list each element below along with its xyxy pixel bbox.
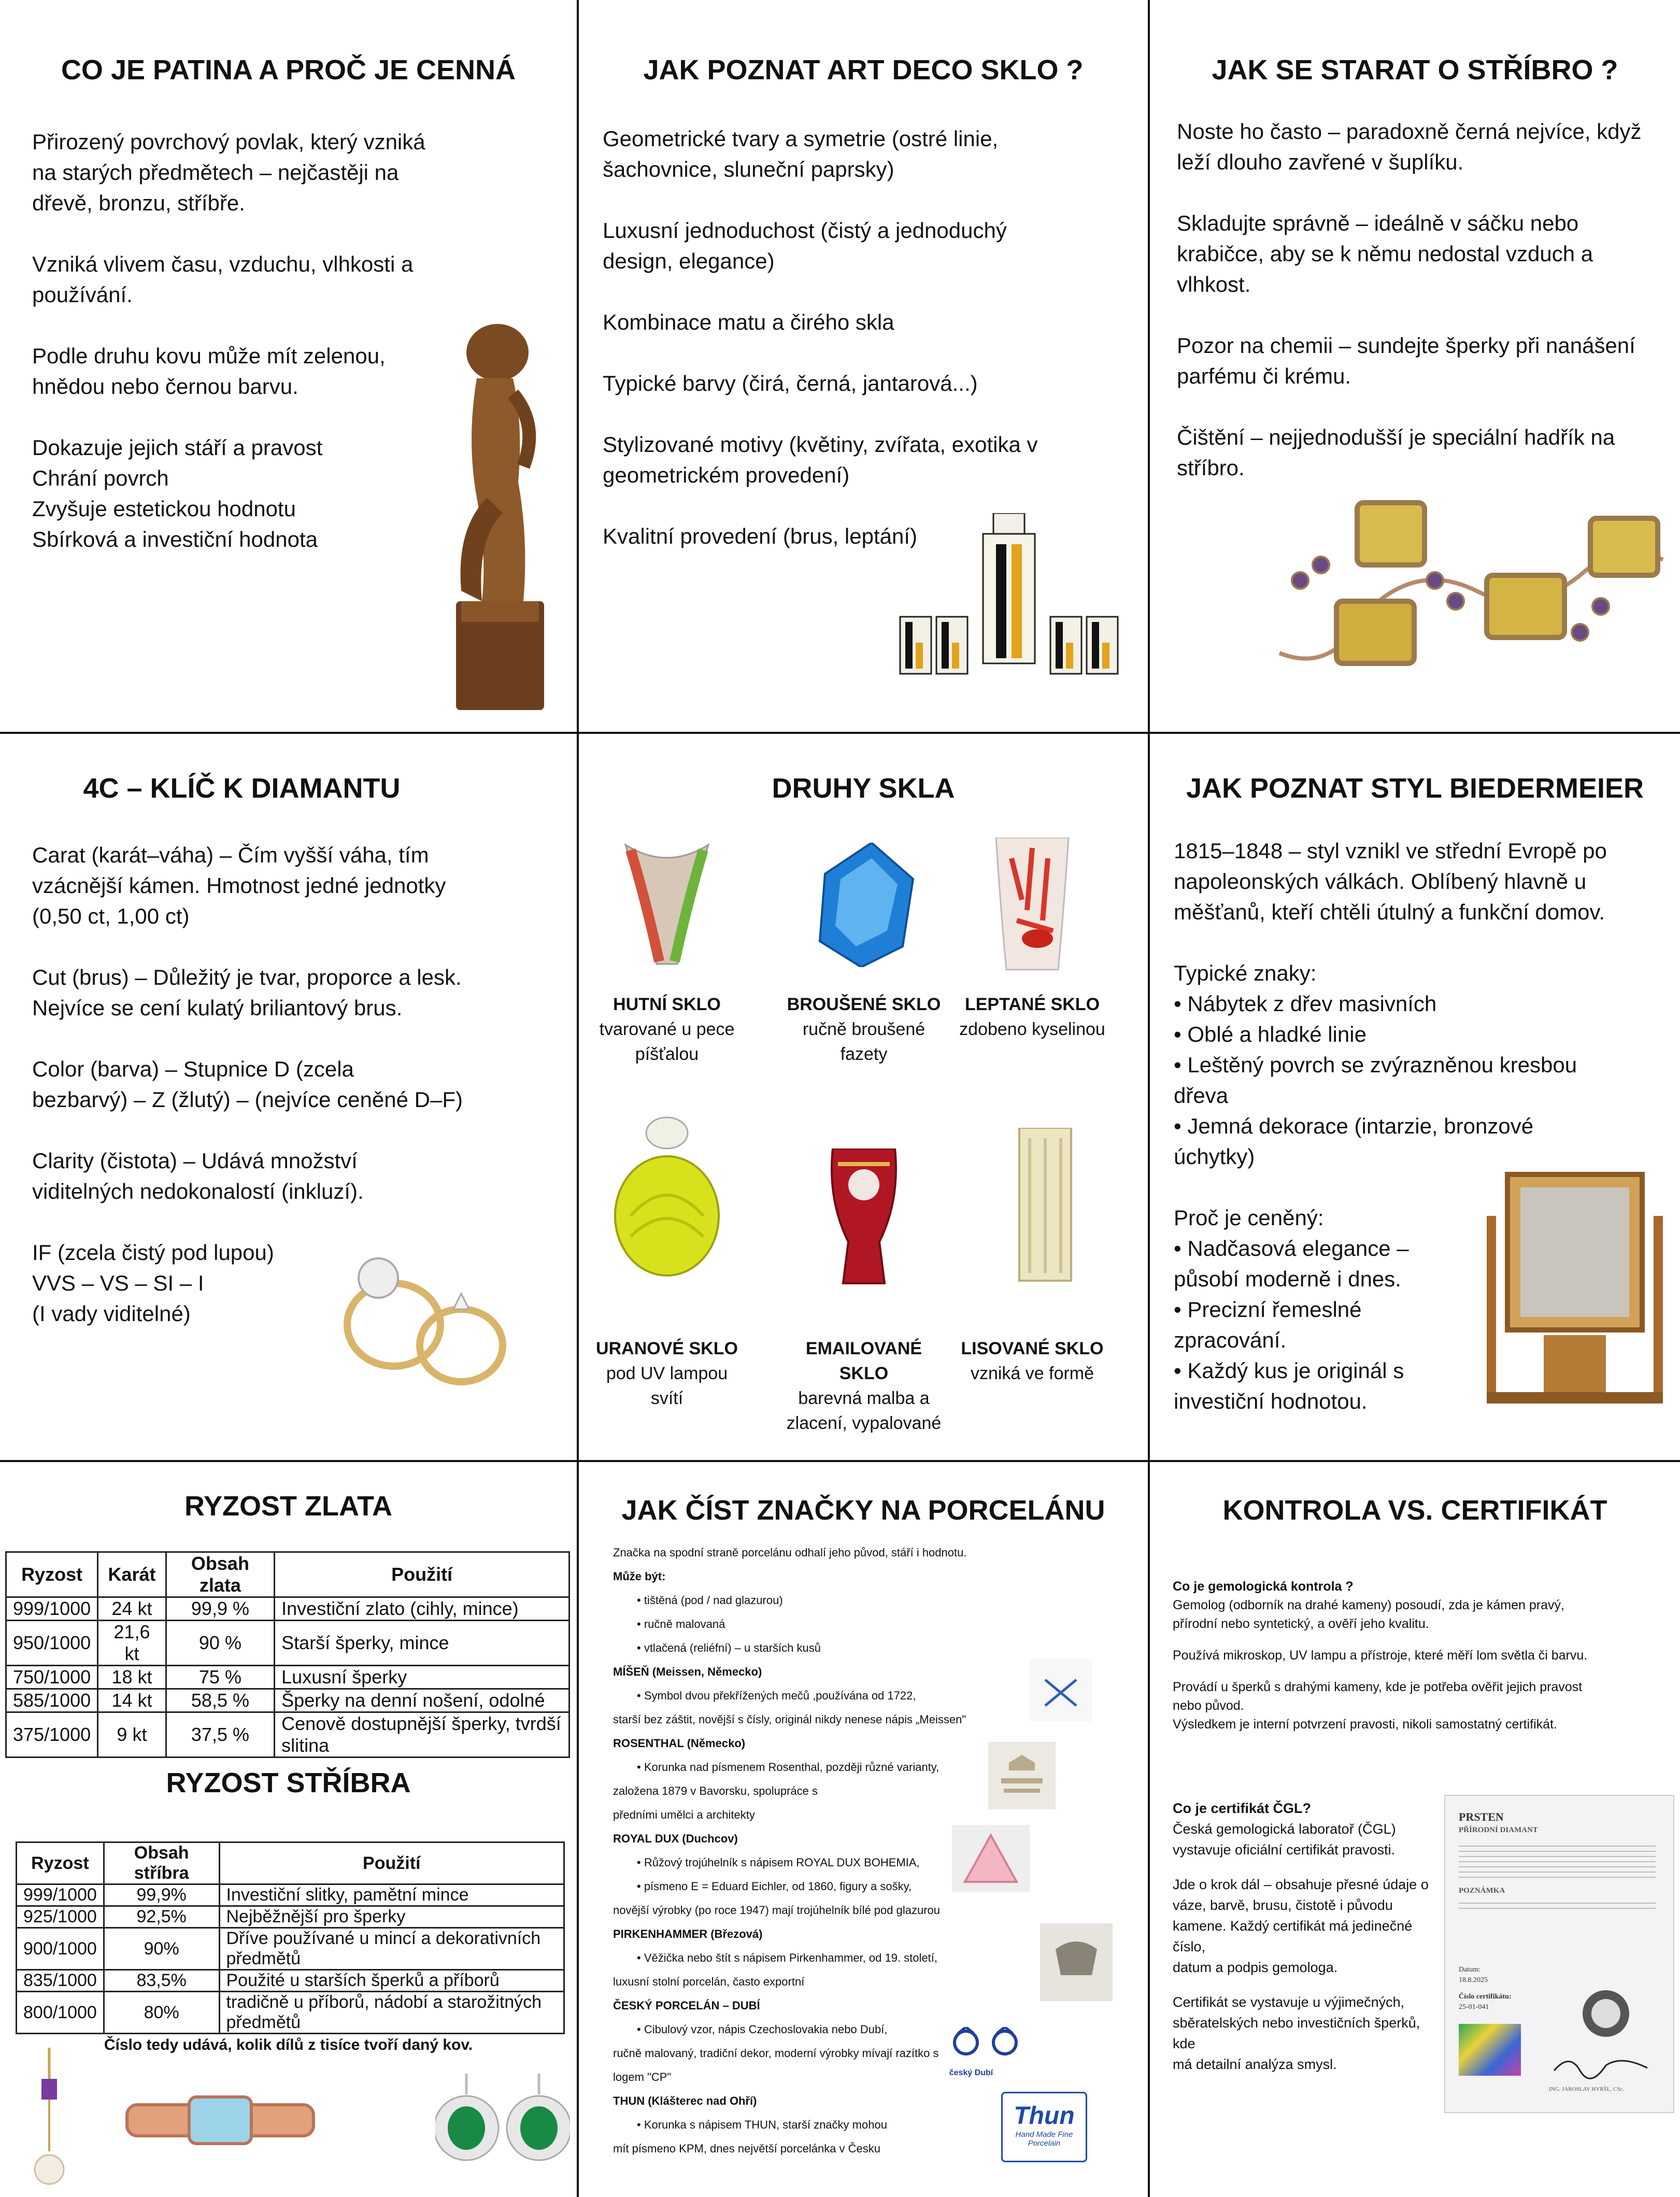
text-line: parfému či krému. xyxy=(1177,364,1351,388)
panel-title: RYZOST STŘÍBRA xyxy=(166,1767,411,1798)
pirkenhammer-mark-image xyxy=(1040,1923,1113,2001)
panel-title: JAK SE STARAT O STŘÍBRO ? xyxy=(1212,54,1618,86)
pendant-image xyxy=(26,2048,73,2193)
text-line: Používá mikroskop, UV lampu a přístroje, které měří lom světla či barvu. xyxy=(1173,1648,1588,1663)
table-cell: Použité u starších šperků a příborů xyxy=(219,1970,564,1992)
panel-purity xyxy=(0,1462,577,2197)
table-cell: 375/1000 xyxy=(6,1712,98,1757)
etched-glass-vase-image xyxy=(986,838,1079,972)
text-line: Cut (brus) – Důležitý je tvar, proporce a lesk. xyxy=(32,965,462,989)
certificate-date: 18.8.2025 xyxy=(1459,1976,1488,1984)
text-line: Carat (karát–váha) – Čím vyšší váha, tím xyxy=(32,843,429,867)
text-line: hnědou nebo černou barvu. xyxy=(32,374,298,399)
certificate-title: PRSTEN xyxy=(1459,1810,1504,1823)
table-row xyxy=(6,1621,570,1666)
text-line: Chrání povrch xyxy=(32,466,169,490)
text-line: zpracování. xyxy=(1174,1328,1287,1352)
table-cell: 900/1000 xyxy=(17,1928,104,1970)
panel-biedermeier xyxy=(1150,734,1680,1460)
glass-type-uranium xyxy=(589,1336,745,1411)
text-line: založena 1879 v Bavorsku, spolupráce s xyxy=(613,1784,818,1797)
bracelet-image xyxy=(1269,498,1673,694)
text-line: Pozor na chemii – sundejte šperky při nanášení xyxy=(1177,333,1635,358)
table-cell: 950/1000 xyxy=(6,1621,98,1666)
table-cell: 999/1000 xyxy=(6,1597,98,1621)
thun-mark-subtitle: Hand Made Fine Porcelain xyxy=(1015,2130,1073,2148)
panel-title: 4C – KLÍČ K DIAMANTU xyxy=(83,773,401,804)
table-row xyxy=(6,1712,570,1757)
table-cell: 92,5% xyxy=(104,1906,219,1928)
table-row xyxy=(6,1666,570,1689)
table-cell: 999/1000 xyxy=(17,1884,104,1906)
table-header-cell: Použití xyxy=(275,1552,570,1597)
table-row xyxy=(6,1689,570,1712)
text-line: Clarity (čistota) – Udává množství xyxy=(32,1149,358,1173)
enamel-glass-vase-image xyxy=(822,1149,905,1288)
text-line: Luxusní jednoduchost (čistý a jednoduchý xyxy=(603,218,1007,243)
table-cell: Dříve používané u mincí a dekorativních předmětů xyxy=(219,1928,564,1970)
text-line: přírodní nebo syntetický, a ověří jeho kvalitu. xyxy=(1173,1617,1429,1631)
table-cell: 58,5 % xyxy=(166,1689,274,1712)
text-line xyxy=(1173,1860,1442,1874)
table-cell: 21,6 kt xyxy=(98,1621,166,1666)
text-line: bezbarvý) – Z (žlutý) – (nejvíce ceněné D–F) xyxy=(32,1087,463,1112)
certificate-number-label: Číslo certifikátu: xyxy=(1459,1993,1512,2001)
diamond-rings-image xyxy=(337,1237,523,1387)
text-line: • Jemná dekorace (intarzie, bronzové xyxy=(1174,1114,1534,1138)
text-line xyxy=(32,1115,550,1145)
text-line: Provádí u šperků s drahými kameny, kde je potřeba ověřit jejich pravost xyxy=(1173,1680,1583,1694)
glass-type-name: EMAILOVANÉ SKLO xyxy=(805,1339,922,1383)
text-line: • Věžička nebo štít s nápisem Pirkenhammer, od 19. století, xyxy=(637,1951,937,1964)
text-line: • vtlačená (reliéfní) – u starších kusů xyxy=(637,1641,821,1654)
table-header-cell: Obsah stříbra xyxy=(104,1842,219,1884)
text-line: • Leštěný povrch se zvýrazněnou kresbou xyxy=(1174,1053,1577,1077)
gold-purity-table xyxy=(5,1551,570,1758)
text-line: měšťanů, kteří chtěli útulný a funkční domov. xyxy=(1174,900,1605,924)
signature-image xyxy=(1549,2050,1653,2081)
text-line: Gemolog (odborník na drahé kameny) posoudí, zda je kámen pravý, xyxy=(1173,1598,1564,1612)
table-cell: 24 kt xyxy=(98,1597,166,1621)
text-line: MÍŠEŇ (Meissen, Německo) xyxy=(613,1665,762,1678)
panel-glass-types xyxy=(579,734,1148,1460)
panel-diamond xyxy=(0,734,577,1460)
text-line: 1815–1848 – styl vznikl ve střední Evropě po xyxy=(1174,839,1607,863)
text-line: sběratelských nebo investičních šperků, kde xyxy=(1173,2015,1420,2051)
cut-glass-vase-image xyxy=(809,843,918,967)
table-cell: 90 % xyxy=(166,1621,274,1666)
panel-title: DRUHY SKLA xyxy=(772,773,955,804)
certificate-number: 25-01-041 xyxy=(1459,2003,1489,2011)
table-cell: 75 % xyxy=(166,1666,274,1689)
dubi-mark-label: český Dubí xyxy=(949,2068,993,2077)
text-line: Přirozený povrchový povlak, který vzniká xyxy=(32,130,425,154)
meissen-mark-image xyxy=(1030,1659,1092,1721)
text-line: • tištěná (pod / nad glazurou) xyxy=(637,1594,783,1607)
glass-type-name: HUTNÍ SKLO xyxy=(613,995,721,1014)
glass-type-description: ručně broušené xyxy=(802,1019,926,1039)
table-cell: 14 kt xyxy=(98,1689,166,1712)
text-line xyxy=(603,337,1121,368)
glass-type-description: pod UV lampou svítí xyxy=(606,1364,728,1408)
text-line xyxy=(1173,1665,1670,1678)
table-cell: 37,5 % xyxy=(166,1712,274,1757)
text-line: vzácnější kámen. Hmotnost jedné jednotky xyxy=(32,873,446,898)
text-line: viditelných nedokonalostí (inkluzí). xyxy=(32,1179,364,1203)
text-line xyxy=(1177,177,1674,208)
table-cell: Investiční zlato (cihly, mince) xyxy=(275,1597,570,1621)
text-line: váze, barvě, brusu, čistotě i původu xyxy=(1173,1897,1393,1913)
glass-type-name: LISOVANÉ SKLO xyxy=(961,1339,1104,1358)
glass-type-etched xyxy=(955,992,1110,1042)
table-cell: 99,9 % xyxy=(166,1597,274,1621)
table-cell: 925/1000 xyxy=(17,1906,104,1928)
panel-title: RYZOST ZLATA xyxy=(184,1491,392,1522)
text-line: Kombinace matu a čirého skla xyxy=(603,310,894,334)
text-line: Co je gemologická kontrola ? xyxy=(1173,1579,1354,1594)
table-row xyxy=(17,1928,564,1970)
glass-type-cut xyxy=(786,992,942,1067)
text-line xyxy=(32,1023,550,1054)
text-line: Color (barva) – Stupnice D (zcela xyxy=(32,1057,354,1081)
panel-title: JAK ČÍST ZNAČKY NA PORCELÁNU xyxy=(621,1495,1105,1526)
panel-text xyxy=(1173,1798,1442,2075)
text-line: Nejvíce se cení kulatý briliantový brus. xyxy=(32,996,403,1020)
panel-patina xyxy=(0,0,577,732)
table-cell: 750/1000 xyxy=(6,1666,98,1689)
text-line xyxy=(32,931,550,962)
text-line: geometrickém provedení) xyxy=(603,463,850,487)
text-line: vystavuje oficiální certifikát pravosti. xyxy=(1173,1842,1396,1858)
text-line: používání. xyxy=(32,282,133,307)
text-line: (I vady viditelné) xyxy=(32,1301,191,1326)
panel-title: KONTROLA VS. CERTIFIKÁT xyxy=(1222,1495,1607,1526)
text-line: • Nábytek z dřev masivních xyxy=(1174,991,1437,1016)
text-line: Stylizované motivy (květiny, zvířata, exotika v xyxy=(603,432,1038,457)
text-line: napoleonských válkách. Oblíbený hlavně u xyxy=(1174,869,1587,894)
text-line xyxy=(1174,927,1671,958)
signature-name: ING. JAROSLAV HYRŠL, CSc. xyxy=(1549,2086,1625,2092)
table-cell: 585/1000 xyxy=(6,1689,98,1712)
table-cell: Investiční slitky, pamětní mince xyxy=(219,1884,564,1906)
text-line: Značka na spodní straně porcelánu odhalí jeho původ, stáří i hodnotu. xyxy=(613,1546,967,1559)
dubi-mark-image xyxy=(948,2027,1026,2068)
rosenthal-mark-image xyxy=(988,1742,1056,1809)
table-cell: Nejběžnější pro šperky xyxy=(219,1906,564,1928)
table-header-cell: Ryzost xyxy=(17,1842,104,1884)
text-line: Skladujte správně – ideálně v sáčku nebo xyxy=(1177,211,1579,235)
art-deco-glass-set-image xyxy=(895,513,1123,684)
text-line: Česká gemologická laboratoř (ČGL) xyxy=(1173,1821,1396,1837)
text-line: působí moderně i dnes. xyxy=(1174,1267,1401,1291)
table-row xyxy=(17,1906,564,1928)
certificate-note xyxy=(1459,1898,1656,1909)
table-cell: 90% xyxy=(104,1928,219,1970)
text-line: • Korunka s nápisem THUN, starší značky mohou xyxy=(637,2118,887,2131)
text-line: • Nadčasová elegance – xyxy=(1174,1236,1409,1260)
text-line: Čištění – nejjednodušší je speciální hadřík na xyxy=(1177,425,1615,449)
certificate-document-image xyxy=(1444,1795,1674,2113)
text-line: Může být: xyxy=(613,1570,666,1583)
text-line: IF (zcela čistý pod lupou) xyxy=(32,1240,274,1265)
text-line: Zvyšuje estetickou hodnotu xyxy=(32,497,296,521)
text-line: THUN (Klášterec nad Ohří) xyxy=(613,2094,757,2107)
text-line: Výsledkem je interní potvrzení pravosti, nikoli samostatný certifikát. xyxy=(1173,1717,1557,1732)
glass-type-pressed xyxy=(955,1336,1110,1386)
pressed-glass-vase-image xyxy=(1014,1128,1076,1283)
bronze-statue-image xyxy=(420,311,575,715)
text-line: vlhkost. xyxy=(1177,272,1251,296)
text-line: • Symbol dvou překřížených mečů ,používána od 1722, xyxy=(637,1689,916,1702)
text-line: předními umělci a architekty xyxy=(613,1808,755,1821)
text-line: na starých předmětech – nejčastěji na xyxy=(32,160,399,185)
text-line: VVS – VS – SI – I xyxy=(32,1271,204,1295)
text-line xyxy=(1177,391,1674,422)
diamond-ring-photo xyxy=(1575,1982,1637,2045)
royal-dux-mark-image xyxy=(952,1825,1030,1892)
text-line: investiční hodnotou. xyxy=(1174,1389,1368,1413)
text-line: Proč je ceněný: xyxy=(1174,1206,1324,1230)
table-cell: Šperky na denní nošení, odolné xyxy=(275,1689,570,1712)
table-header-cell: Použití xyxy=(219,1842,564,1884)
panel-text xyxy=(1177,116,1674,483)
table-row xyxy=(17,1992,564,2034)
table-header-cell: Ryzost xyxy=(6,1552,98,1597)
text-line: ručně malovaný, tradiční dekor, moderní výrobky mívají razítko s xyxy=(613,2047,939,2060)
panel-title: JAK POZNAT STYL BIEDERMEIER xyxy=(1186,773,1644,804)
text-line: dřevě, bronzu, stříbře. xyxy=(32,191,245,215)
glass-type-description: píšťalou xyxy=(635,1044,699,1064)
text-line: • Růžový trojúhelník s nápisem ROYAL DUX BOHEMIA, xyxy=(637,1856,920,1869)
text-line: dřeva xyxy=(1174,1083,1229,1108)
text-line: • Precizní řemeslné xyxy=(1174,1297,1362,1322)
text-line: • písmeno E = Eduard Eichler, od 1860, figury a sošky, xyxy=(637,1880,912,1893)
text-line: Co je certifikát ČGL? xyxy=(1173,1801,1312,1816)
text-line xyxy=(603,276,1121,307)
text-line xyxy=(32,218,499,249)
text-line: • Každý kus je originál s xyxy=(1174,1358,1404,1383)
text-line xyxy=(603,399,1121,429)
text-line: krabičce, aby se k němu nedostal vzduch a xyxy=(1177,242,1593,266)
panel-porcelain xyxy=(579,1462,1148,2197)
glass-type-name: LEPTANÉ SKLO xyxy=(964,995,1100,1014)
brooch-image xyxy=(122,2089,319,2151)
panel-certificate xyxy=(1150,1462,1680,2197)
glass-type-description: vzniká ve formě xyxy=(970,1364,1094,1383)
text-line: kamene. Každý certifikát má jedinečné číslo, xyxy=(1173,1918,1413,1954)
text-line: šachovnice, sluneční paprsky) xyxy=(603,157,894,181)
text-line: leží dlouho zavřené v šuplíku. xyxy=(1177,150,1464,174)
table-header-cell: Karát xyxy=(98,1552,166,1597)
uranium-glass-bowl-image xyxy=(610,1112,724,1278)
table-cell: 800/1000 xyxy=(17,1992,104,2034)
text-line: ROSENTHAL (Německo) xyxy=(613,1737,746,1750)
emerald-earrings-image xyxy=(435,2068,570,2167)
panel-artdeco xyxy=(579,0,1148,732)
certificate-subtitle: PŘÍRODNÍ DIAMANT xyxy=(1459,1826,1538,1834)
text-line: Vzniká vlivem času, vzduchu, vlhkosti a xyxy=(32,252,414,276)
text-line: Podle druhu kovu může mít zelenou, xyxy=(32,344,386,368)
text-line: PIRKENHAMMER (Březová) xyxy=(613,1927,763,1940)
panel-title: JAK POZNAT ART DECO SKLO ? xyxy=(643,54,1084,86)
text-line xyxy=(1177,300,1674,330)
panel-title: CO JE PATINA A PROČ JE CENNÁ xyxy=(61,54,516,86)
table-cell: Starší šperky, mince xyxy=(275,1621,570,1666)
text-line: nebo původ. xyxy=(1173,1698,1244,1713)
certificate-details xyxy=(1459,1841,1656,1878)
text-line: Jde o krok dál – obsahuje přesné údaje o xyxy=(1173,1877,1429,1892)
table-cell: 80% xyxy=(104,1992,219,2034)
text-line: ČESKÝ PORCELÁN – DUBÍ xyxy=(613,1999,760,2012)
text-line xyxy=(32,1207,550,1237)
text-line: • ručně malovaná xyxy=(637,1618,725,1631)
text-line: • Cibulový vzor, nápis Czechoslovakia nebo Dubí, xyxy=(637,2023,888,2036)
glass-type-description: barevná malba a xyxy=(798,1388,930,1408)
table-header-cell: Obsah zlata xyxy=(166,1552,274,1597)
text-line xyxy=(1173,1978,1442,1992)
text-line: Sbírková a investiční hodnota xyxy=(32,527,318,551)
text-line: ROYAL DUX (Duchcov) xyxy=(613,1832,738,1845)
text-line: starší bez záštit, novější s čísly, originál nikdy nenese nápis „Meissen" xyxy=(613,1713,966,1726)
text-line: Typické barvy (čirá, černá, jantarová...) xyxy=(603,371,978,395)
text-line: logem "CP" xyxy=(613,2071,672,2083)
certificate-note-label: POZNÁMKA xyxy=(1459,1887,1505,1895)
text-line: • Oblé a hladké linie xyxy=(1174,1022,1366,1046)
hologram-seal-icon xyxy=(1459,2024,1521,2076)
purity-note: Číslo tedy udává, kolik dílů z tisíce tvoří daný kov. xyxy=(104,2036,473,2053)
text-line: úchytky) xyxy=(1174,1144,1255,1169)
table-cell: 99,9% xyxy=(104,1884,219,1906)
glass-type-name: BROUŠENÉ SKLO xyxy=(787,995,941,1014)
text-line: (0,50 ct, 1,00 ct) xyxy=(32,904,190,928)
table-cell: Cenově dostupnější šperky, tvrdší slitina xyxy=(275,1712,570,1757)
text-line: Dokazuje jejich stáří a pravost xyxy=(32,435,323,460)
text-line: luxusní stolní porcelán, často exportní xyxy=(613,1975,805,1988)
text-line xyxy=(1173,1633,1670,1646)
biedermeier-mirror-image xyxy=(1476,1164,1673,1418)
thun-mark-text: Thun xyxy=(1014,2102,1075,2130)
glass-type-description: zlacení, vypalované xyxy=(786,1413,942,1433)
text-line: Typické znaky: xyxy=(1174,961,1317,985)
certificate-date-label: Datum: xyxy=(1459,1966,1480,1974)
thun-mark-image xyxy=(1001,2092,1087,2162)
text-line: Certifikát se vystavuje u výjimečných, xyxy=(1173,1994,1405,2010)
table-row xyxy=(17,1884,564,1906)
silver-purity-table xyxy=(16,1841,565,2034)
text-line: Geometrické tvary a symetrie (ostré linie, xyxy=(603,126,999,151)
table-cell: 83,5% xyxy=(104,1970,219,1992)
table-cell: 835/1000 xyxy=(17,1970,104,1992)
text-line: novější výrobky (po roce 1947) mají trojúhelník bílé pod glazurou xyxy=(613,1904,941,1917)
text-line: design, elegance) xyxy=(603,249,775,273)
hot-glass-vase-image xyxy=(620,840,714,969)
panel-silver-care xyxy=(1150,0,1680,732)
table-cell: Luxusní šperky xyxy=(275,1666,570,1689)
glass-type-description: zdobeno kyselinou xyxy=(959,1019,1105,1039)
glass-type-description: tvarované u pece xyxy=(599,1019,735,1039)
table-row xyxy=(6,1597,570,1621)
text-line xyxy=(603,185,1121,215)
table-cell: tradičně u příborů, nádobí a starožitných předmětů xyxy=(219,1992,564,2034)
text-line: má detailní analýza smysl. xyxy=(1173,2057,1337,2072)
text-line: stříbro. xyxy=(1177,456,1245,480)
table-cell: 9 kt xyxy=(98,1712,166,1757)
glass-type-enamel xyxy=(786,1336,942,1436)
glass-type-description: fazety xyxy=(840,1044,888,1064)
text-line: • Korunka nad písmenem Rosenthal, později různé varianty, xyxy=(637,1761,939,1774)
text-line: mít písmeno KPM, dnes největší porcelánka v Česku xyxy=(613,2142,881,2155)
text-line: Kvalitní provedení (brus, leptání) xyxy=(603,524,917,548)
text-line: datum a podpis gemologa. xyxy=(1173,1960,1338,1975)
table-row xyxy=(17,1970,564,1992)
text-line: Noste ho často – paradoxně černá nejvíce, když xyxy=(1177,119,1642,144)
glass-type-hot xyxy=(589,992,745,1067)
panel-text xyxy=(603,123,1121,551)
table-cell: 18 kt xyxy=(98,1666,166,1689)
panel-text xyxy=(1173,1577,1670,1734)
glass-type-name: URANOVÉ SKLO xyxy=(596,1339,738,1358)
